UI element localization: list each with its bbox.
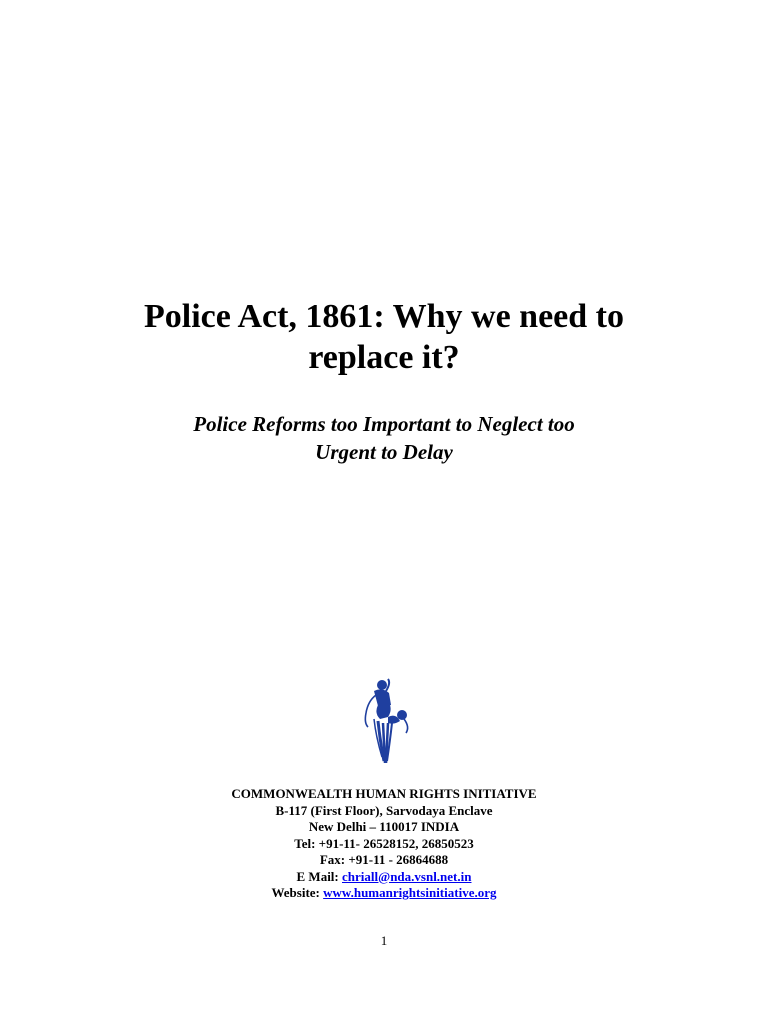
address-line-2: New Delhi – 110017 INDIA	[308, 819, 460, 834]
telephone: Tel: +91-11- 26528152, 26850523	[294, 835, 474, 851]
title-line-2: replace it?	[308, 339, 460, 376]
fax: Fax: +91-11 - 26864688	[319, 852, 449, 867]
subtitle-line-2: Urgent to Delay	[315, 440, 453, 464]
website-link[interactable]: www.humanrightsinitiative.org	[323, 885, 497, 900]
organization-name: COMMONWEALTH HUMAN RIGHTS INITIATIVE	[231, 786, 537, 801]
document-title	[0, 296, 768, 378]
website-row	[0, 885, 768, 902]
document-subtitle	[0, 410, 768, 466]
contact-address-block	[0, 786, 768, 902]
page-number: 1	[380, 933, 388, 948]
title-line-1: Police Act, 1861: Why we need to	[143, 298, 625, 335]
subtitle-line-1: Police Reforms too Important to Neglect too	[193, 412, 575, 436]
website-label: Website:	[271, 885, 324, 900]
address-line-1: B-117 (First Floor), Sarvodaya Enclave	[275, 802, 493, 818]
email-row	[0, 869, 768, 886]
chri-logo-icon	[358, 677, 418, 767]
email-label: E Mail:	[296, 868, 342, 884]
email-link[interactable]: chriall@nda.vsnl.net.in	[342, 868, 472, 884]
